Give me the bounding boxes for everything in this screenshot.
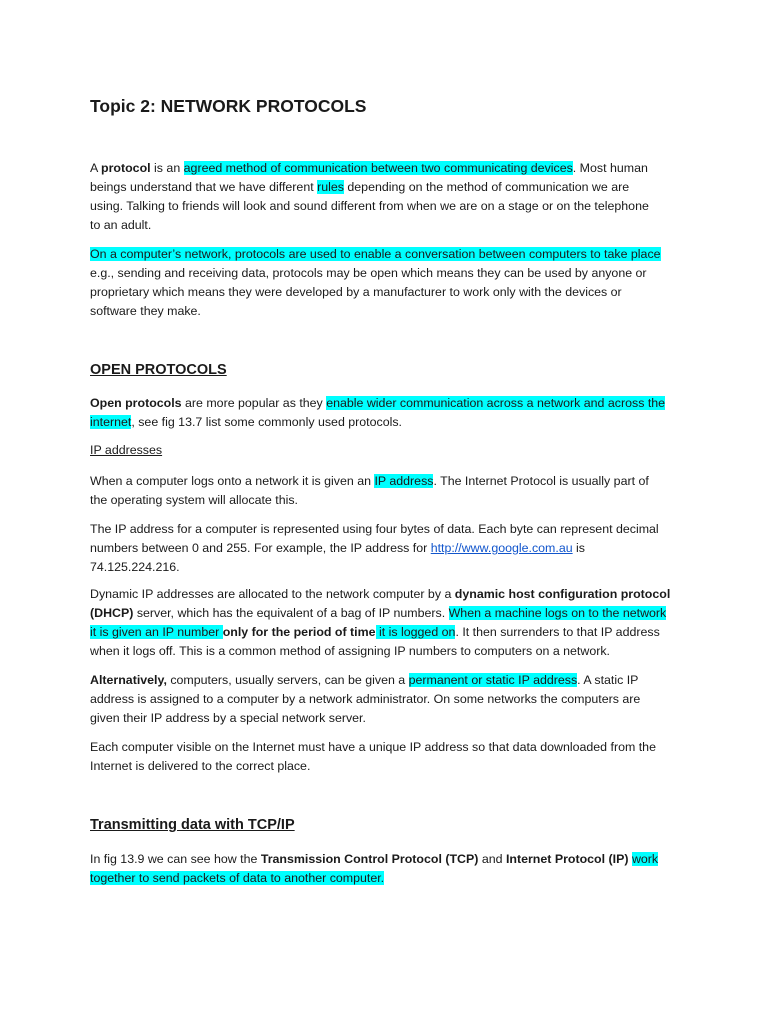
text-run: Dynamic IP addresses are allocated to the network computer by a — [90, 587, 455, 601]
text-line — [90, 585, 680, 604]
text-line: using. Talking to friends will look and sound different from when we are on a stage or on the telephone — [90, 199, 649, 213]
highlighted-text: together to send packets of data to another computer. — [90, 871, 385, 885]
highlighted-text: it is logged on — [375, 625, 456, 639]
text-run: When a computer logs onto a network it is given an — [90, 474, 375, 488]
text-line — [90, 671, 680, 690]
bold-term: only for the period of time — [222, 625, 376, 639]
text-line: e.g., sending and receiving data, protocols may be open which means they can be used by anyone or — [90, 266, 647, 280]
text-line: The IP address for a computer is represented using four bytes of data. Each byte can represent decimal — [90, 522, 659, 536]
highlighted-text: agreed method of communication between two communicating devices — [183, 161, 573, 175]
text-line — [90, 472, 680, 491]
tcp-ip-paragraph — [90, 850, 680, 888]
google-link[interactable]: http://www.google.com.au — [430, 541, 573, 555]
highlighted-text: On a computer’s network, protocols are used to enable a conversation between computers to take place — [90, 247, 661, 261]
text-line: address is assigned to a computer by a network administrator. On some networks the computers are — [90, 692, 641, 706]
text-line: proprietary which means they were developed by a manufacturer to work only with the devices or — [90, 285, 622, 299]
highlighted-text: permanent or static IP address — [408, 673, 578, 687]
text-run: computers, usually servers, can be given a — [166, 673, 409, 687]
text-line: software they make. — [90, 304, 201, 318]
text-line — [90, 623, 680, 642]
text-run: . It then surrenders to that IP address — [455, 625, 660, 639]
bold-term: (DHCP) — [90, 606, 134, 620]
highlighted-text: enable wider communication across a network and across the — [326, 396, 666, 410]
highlighted-text: IP address — [374, 474, 434, 488]
text-line — [90, 178, 680, 197]
text-line — [90, 604, 680, 623]
text-run: are more popular as they — [181, 396, 327, 410]
bold-term: dynamic host configuration protocol — [454, 587, 671, 601]
page-title: Topic 2: NETWORK PROTOCOLS — [90, 96, 367, 116]
bold-term: Transmission Control Protocol (TCP) — [260, 852, 479, 866]
text-line: Internet is delivered to the correct place. — [90, 759, 311, 773]
text-line: Each computer visible on the Internet must have a unique IP address so that data downloaded from the — [90, 740, 656, 754]
highlighted-text: internet — [90, 415, 132, 429]
dhcp-paragraph — [90, 585, 680, 661]
text-line — [90, 159, 680, 178]
highlighted-text: it is given an IP number — [90, 625, 223, 639]
text-line: when it logs off. This is a common method of assigning IP numbers to computers on a network. — [90, 644, 610, 658]
section-heading-tcp-ip: Transmitting data with TCP/IP — [90, 817, 295, 833]
ip-bytes-paragraph — [90, 520, 680, 577]
bold-term: Open protocols — [90, 396, 182, 410]
text-line — [90, 869, 680, 888]
static-ip-paragraph — [90, 671, 680, 728]
text-run: A — [90, 161, 102, 175]
ip-address-paragraph — [90, 472, 680, 510]
intro-paragraph — [90, 159, 680, 235]
text-line — [90, 850, 680, 869]
text-run: , see fig 13.7 list some commonly used protocols. — [131, 415, 402, 429]
text-run: . Most human — [572, 161, 648, 175]
highlighted-text: work — [631, 852, 659, 866]
highlighted-text: rules — [317, 180, 344, 194]
text-run: beings understand that we have different — [90, 180, 318, 194]
bold-term: Internet Protocol (IP) — [505, 852, 629, 866]
text-run: numbers between 0 and 255. For example, the IP address for — [90, 541, 431, 555]
text-line: to an adult. — [90, 218, 152, 232]
bold-term: Alternatively, — [90, 673, 167, 687]
text-line — [90, 245, 680, 264]
bold-term: protocol — [101, 161, 151, 175]
text-line — [90, 539, 680, 558]
text-line — [90, 413, 680, 432]
text-run: . The Internet Protocol is usually part of — [433, 474, 649, 488]
text-run: is — [572, 541, 586, 555]
highlighted-text: When a machine logs on to the network — [448, 606, 667, 620]
text-run: In fig 13.9 we can see how the — [90, 852, 261, 866]
section-heading-open-protocols: OPEN PROTOCOLS — [90, 362, 227, 378]
network-protocols-paragraph — [90, 245, 680, 321]
text-line: the operating system will allocate this. — [90, 493, 298, 507]
text-run: and — [478, 852, 506, 866]
open-protocols-paragraph — [90, 394, 680, 432]
text-line — [90, 394, 680, 413]
subheading-ip-addresses: IP addresses — [90, 443, 163, 457]
text-line: 74.125.224.216. — [90, 560, 180, 574]
text-run: is an — [150, 161, 184, 175]
text-run: depending on the method of communication we are — [343, 180, 630, 194]
text-run: . A static IP — [577, 673, 639, 687]
text-run: server, which has the equivalent of a bag of IP numbers. — [133, 606, 449, 620]
unique-ip-paragraph — [90, 738, 680, 776]
text-line: given their IP address by a special network server. — [90, 711, 366, 725]
